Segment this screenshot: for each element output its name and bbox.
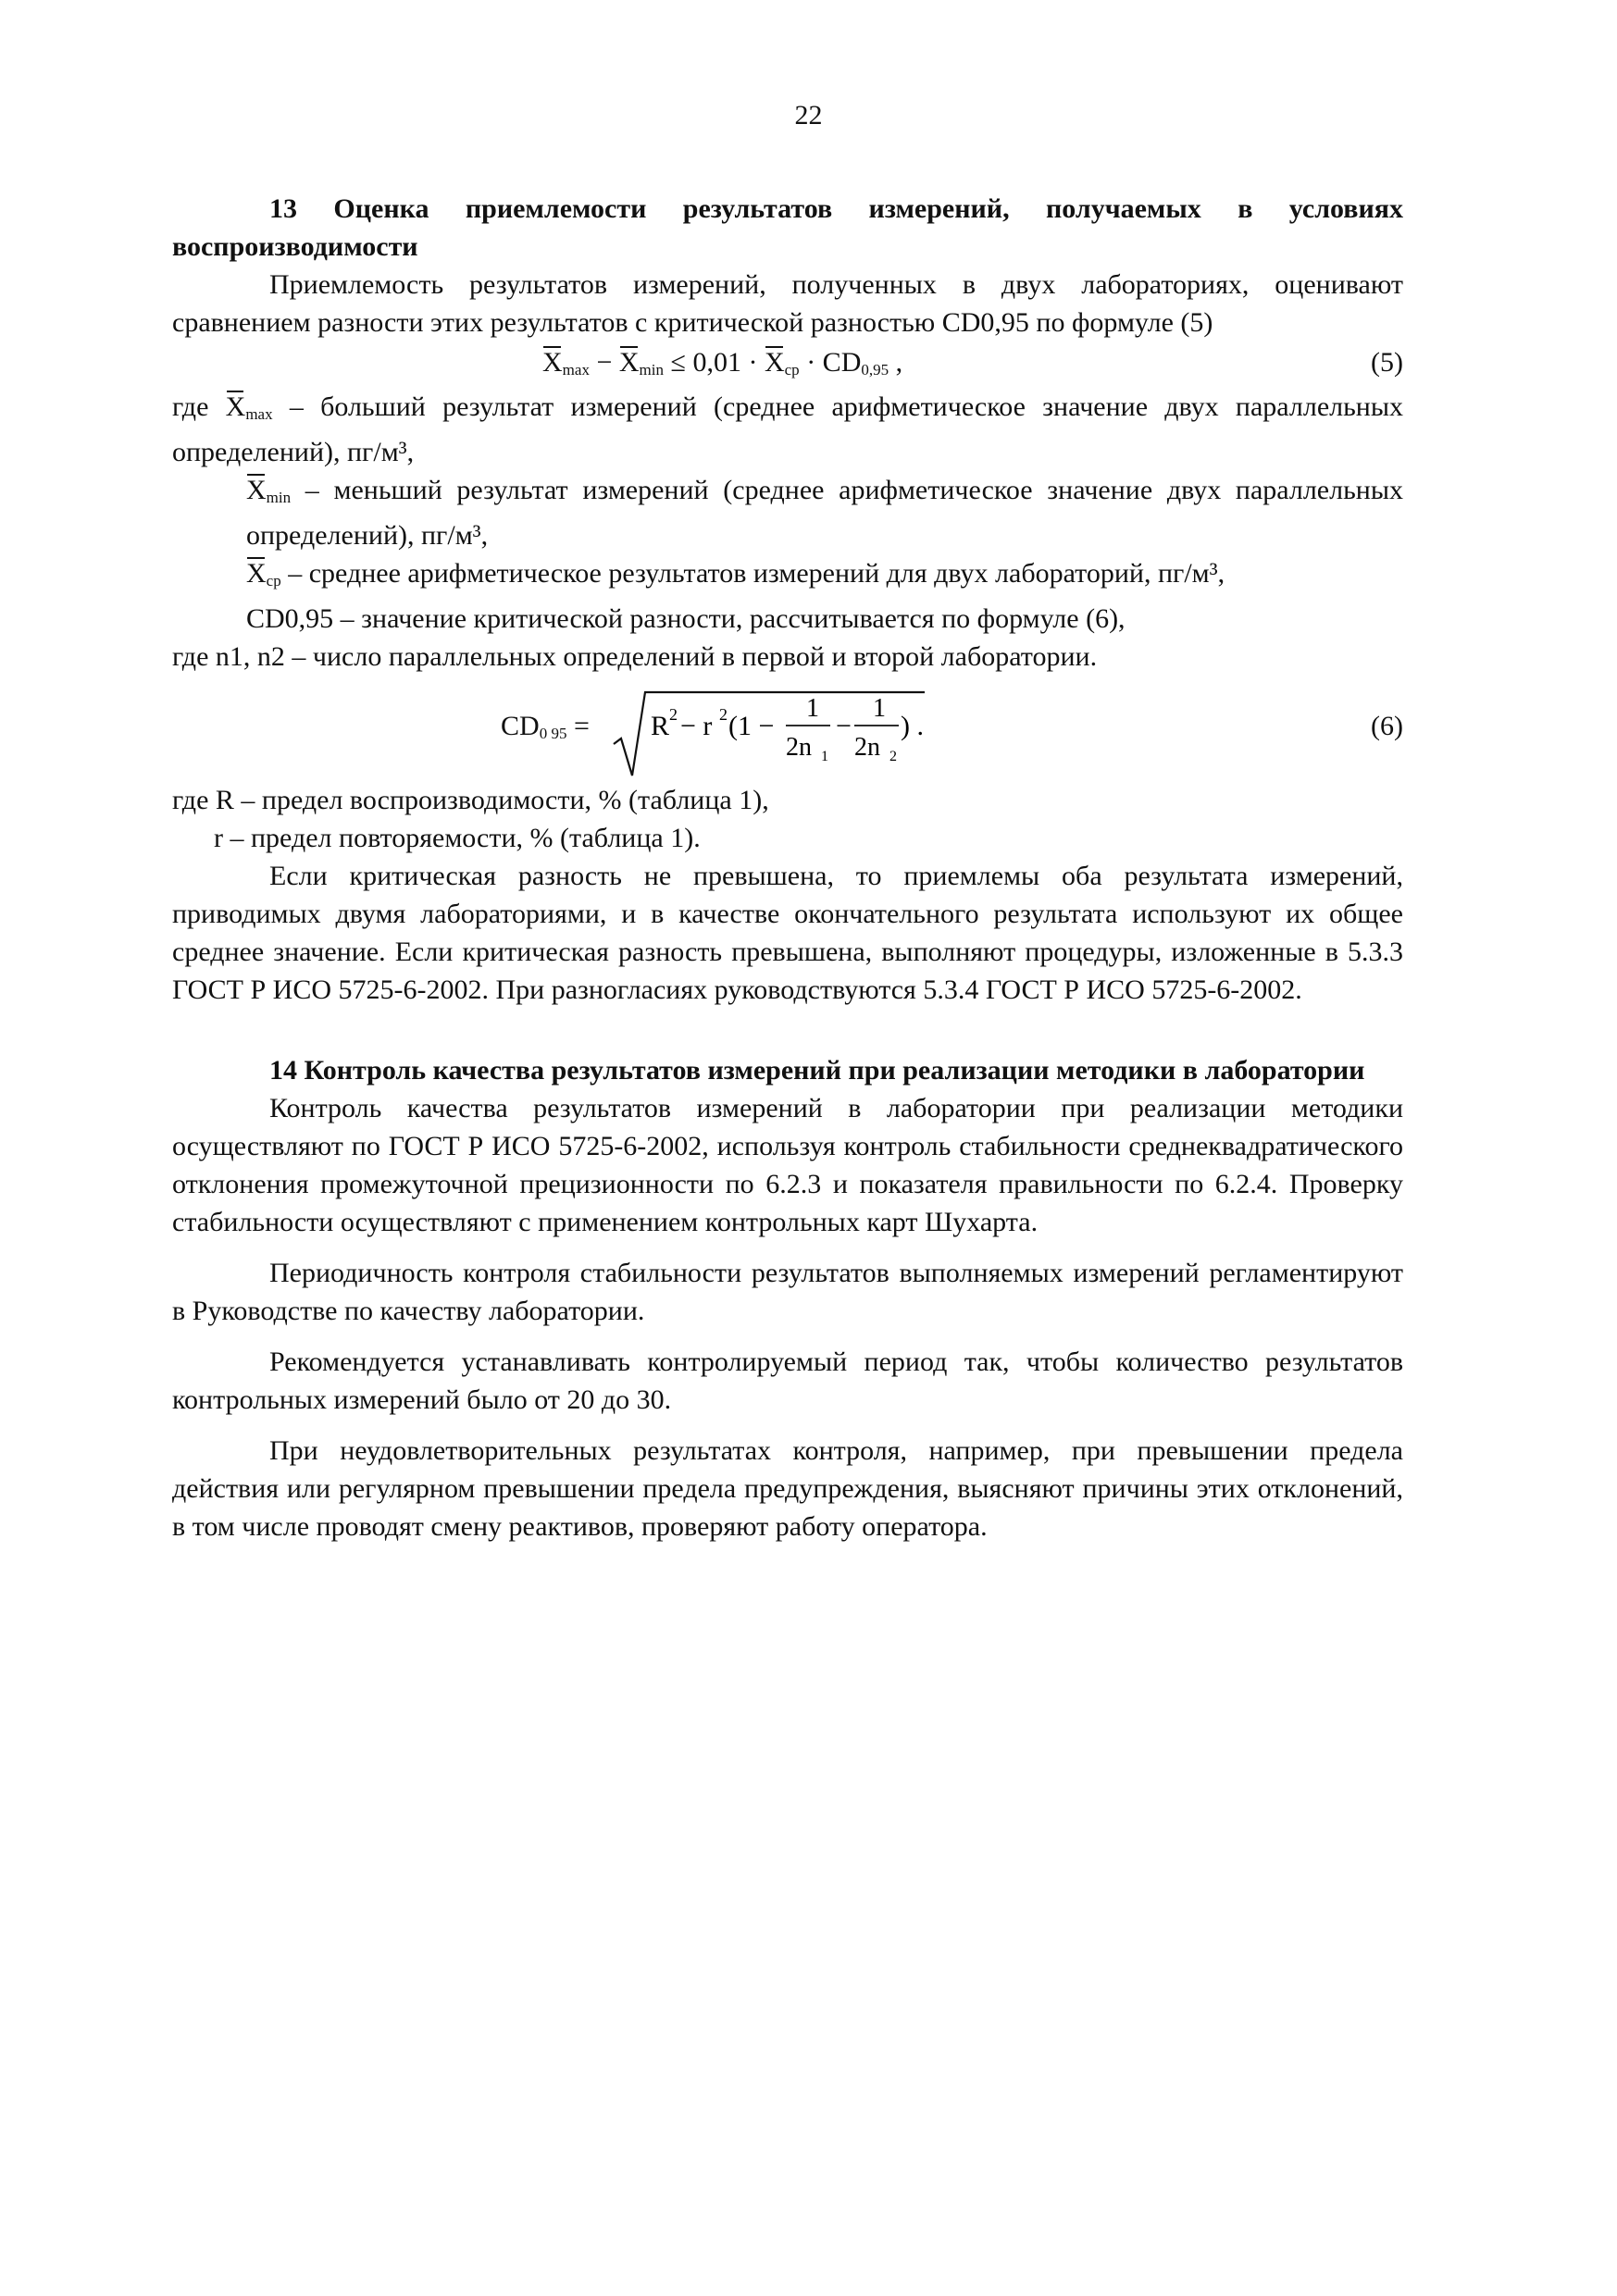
fraction-minus: −	[836, 711, 852, 741]
x-bar-symbol: X	[246, 471, 267, 509]
square-root-expression	[612, 687, 927, 779]
section-13-heading: 13 Оценка приемлемости результатов измерений, получаемых в условиях воспроизводимости	[172, 193, 1403, 262]
section-13-paragraph: Если критическая разность не превышена, то приемлемы оба результата измерений, приводимых двумя лабораториями, и в качестве окончательного результата используют их общее среднее значение. Если критическая разность превышена, выполняют процедуры, изложенные в 5.3.3 ГОСТ Р ИСО 5725-6-2002. При разногласиях руководствуются 5.3.4 ГОСТ Р ИСО 5725-6-2002.	[172, 861, 1403, 1005]
section-14-paragraph-2: Периодичность контроля стабильности результатов выполняемых измерений регламентируют в Руководстве по качеству лаборатории.	[172, 1258, 1403, 1326]
fraction-2-denominator: 2n	[854, 733, 880, 762]
fraction-2-numerator: 1	[873, 694, 886, 723]
formula-5	[172, 341, 1403, 388]
formula-5-expression	[542, 343, 902, 389]
fraction-1-subscript: 1	[821, 749, 828, 764]
closing-paren: ) .	[901, 711, 924, 741]
minus-sign: −	[589, 347, 619, 378]
where-x-max	[172, 388, 1403, 471]
fraction-2-subscript: 2	[889, 749, 897, 764]
equals-sign: =	[566, 711, 590, 741]
where-x-min-text: – меньший результат измерений (среднее арифметическое значение двух параллельных определений), пг/м³,	[246, 475, 1403, 551]
where-cd: CD0,95 – значение критической разности, рассчитывается по формуле (6),	[246, 603, 1126, 634]
page-number: 22	[794, 100, 823, 130]
cd-symbol: CD	[501, 711, 540, 741]
equation-number-6: (6)	[1371, 711, 1403, 741]
where-prefix: где	[172, 391, 226, 422]
x-cp-subscript: ср	[266, 572, 281, 590]
fraction-1-numerator: 1	[806, 694, 819, 723]
radicand-r-big: R	[651, 711, 670, 741]
fraction-1-denominator: 2n	[786, 733, 812, 762]
section-14-paragraph-4: При неудовлетворительных результатах контроля, например, при превышении предела действия или регулярном превышении предела предупреждения, выясняют причины этих отклонений, в том числе проводят смену реактивов, проверяют работу оператора.	[172, 1435, 1403, 1542]
x-cp-subscript: ср	[784, 361, 800, 379]
cd-symbol: · CD	[799, 347, 862, 378]
section-14-paragraph-3: Рекомендуется устанавливать контролируемый период так, чтобы количество результатов контрольных измерений было от 20 до 30.	[172, 1347, 1403, 1415]
section-14-heading: 14 Контроль качества результатов измерений при реализации методики в лаборатории	[269, 1055, 1365, 1086]
exponent-2: 2	[669, 705, 678, 724]
x-bar-symbol: X	[619, 343, 640, 381]
section-14-paragraph-1: Контроль качества результатов измерений в лаборатории при реализации методики осуществляют по ГОСТ Р ИСО 5725-6-2002, используя контроль стабильности среднеквадратического отклонения промежуточной прецизионности по 6.2.3 и показателя правильности по 6.2.4. Проверку стабильности осуществляют с применением контрольных карт Шухарта.	[172, 1093, 1403, 1237]
where-r: r – предел повторяемости, % (таблица 1).	[214, 823, 701, 853]
x-min-subscript: min	[266, 489, 292, 506]
where-n: где n1, n2 – число параллельных определений в первой и второй лаборатории.	[172, 641, 1098, 672]
equation-number-5: (5)	[1371, 347, 1403, 378]
x-max-subscript: max	[562, 361, 590, 379]
exponent-2: 2	[719, 705, 728, 724]
where-x-cp-text: – среднее арифметическое результатов измерений для двух лабораторий, пг/м³,	[280, 558, 1225, 589]
x-min-subscript: min	[639, 361, 664, 379]
x-max-subscript: max	[245, 405, 273, 423]
x-bar-symbol: X	[542, 343, 563, 381]
section-13-intro: Приемлемость результатов измерений, полученных в двух лабораториях, оценивают сравнением разности этих результатов с критической разностью CD0,95 по формуле (5)	[172, 269, 1403, 338]
where-x-max-text: – больший результат измерений (среднее арифметическое значение двух параллельных определений), пг/м³,	[172, 391, 1403, 467]
formula-5-mid: ≤ 0,01 ·	[664, 347, 765, 378]
where-R: где R – предел воспроизводимости, % (таблица 1),	[172, 785, 769, 815]
document-body	[172, 190, 1403, 1545]
formula-6	[172, 679, 1403, 781]
radicand-r-small: − r	[680, 711, 713, 741]
formula-6-lhs	[501, 707, 590, 752]
where-x-min	[172, 471, 1403, 554]
x-bar-symbol: X	[226, 388, 246, 426]
where-x-cp	[172, 554, 1403, 600]
cd-subscript: 0 95	[539, 725, 567, 742]
x-bar-symbol: X	[765, 343, 785, 381]
cd-subscript: 0,95	[861, 361, 889, 379]
x-bar-symbol: X	[246, 554, 267, 592]
radicand-paren: (1 −	[728, 711, 775, 741]
formula-5-tail: ,	[889, 347, 903, 378]
